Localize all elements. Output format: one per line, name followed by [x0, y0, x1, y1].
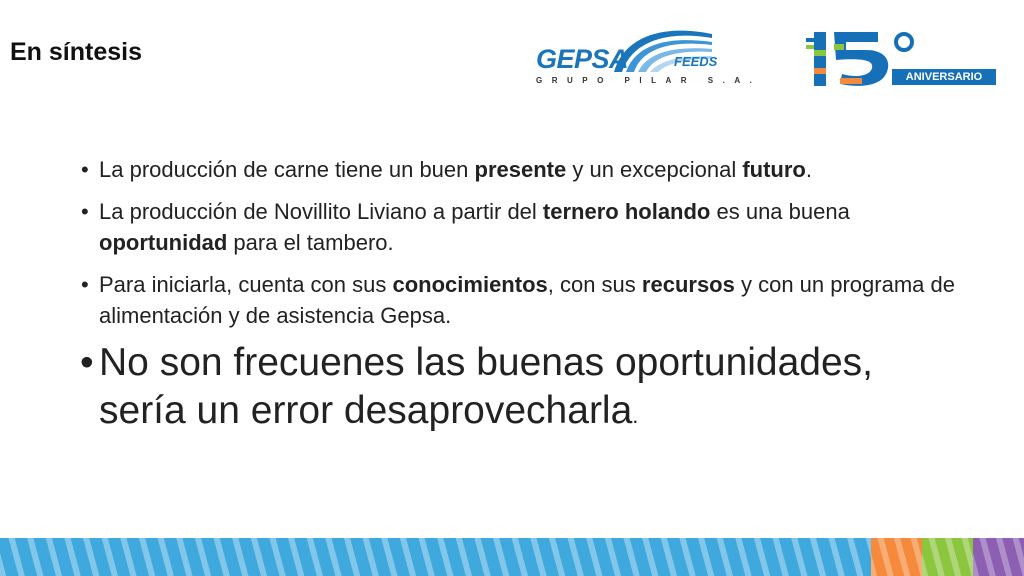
- bullet-text-bold: ternero holando: [542, 199, 711, 224]
- bullet-text-part: La producción de carne tiene un buen: [99, 157, 475, 182]
- bullet-text-part: .: [805, 157, 812, 182]
- bullet-text-bold: conocimientos: [392, 272, 548, 297]
- bullet-marker: •: [81, 157, 89, 182]
- closing-bullet: [80, 339, 960, 440]
- bullet-text-bold: presente: [474, 157, 567, 182]
- bullet-text-part: es una buena: [710, 199, 850, 224]
- gepsa-feeds-text: FEEDS: [674, 54, 718, 69]
- bullet-marker: •: [81, 199, 89, 224]
- bullet-list: [80, 154, 960, 451]
- stripe-orange-segment: [871, 538, 922, 576]
- closing-text: No son frecuenes las buenas oportunidades, sería un error desaprovecharla: [99, 341, 874, 432]
- bullet-text-bold: recursos: [641, 272, 735, 297]
- bullet-item: [80, 154, 960, 185]
- bullet-item: [80, 196, 960, 258]
- bullet-text-part: para el tambero.: [227, 230, 394, 255]
- stripe-green-segment: [922, 538, 973, 576]
- bullet-text-bold: oportunidad: [99, 230, 228, 255]
- bullet-text-part: y un excepcional: [566, 157, 743, 182]
- bullet-marker: •: [80, 341, 94, 384]
- stripe-blue-segment: [0, 538, 871, 576]
- slide-title: En síntesis: [10, 38, 142, 66]
- bullet-text-part: La producción de Novillito Liviano a partir del: [99, 199, 543, 224]
- bullet-text-bold: futuro: [742, 157, 806, 182]
- bullet-marker: •: [81, 272, 89, 297]
- gepsa-feeds-logo: [534, 26, 762, 90]
- gepsa-wordmark: GEPSA: [536, 44, 629, 74]
- bullet-text-part: Para iniciarla, cuenta con sus: [99, 272, 393, 297]
- anniversary-label: ANIVERSARIO: [892, 69, 996, 85]
- closing-period: .: [632, 403, 639, 428]
- gepsa-subtitle: GRUPO PILAR S.A.: [536, 76, 762, 85]
- stripe-purple-segment: [973, 538, 1024, 576]
- bullet-text-part: , con sus: [547, 272, 642, 297]
- bullet-item: [80, 269, 960, 331]
- bottom-decorative-stripe: [0, 538, 1024, 576]
- bullet-text-part: y con un programa de alimentación y de asistencia Gepsa.: [99, 272, 955, 328]
- anniversary-logo: [800, 28, 1000, 90]
